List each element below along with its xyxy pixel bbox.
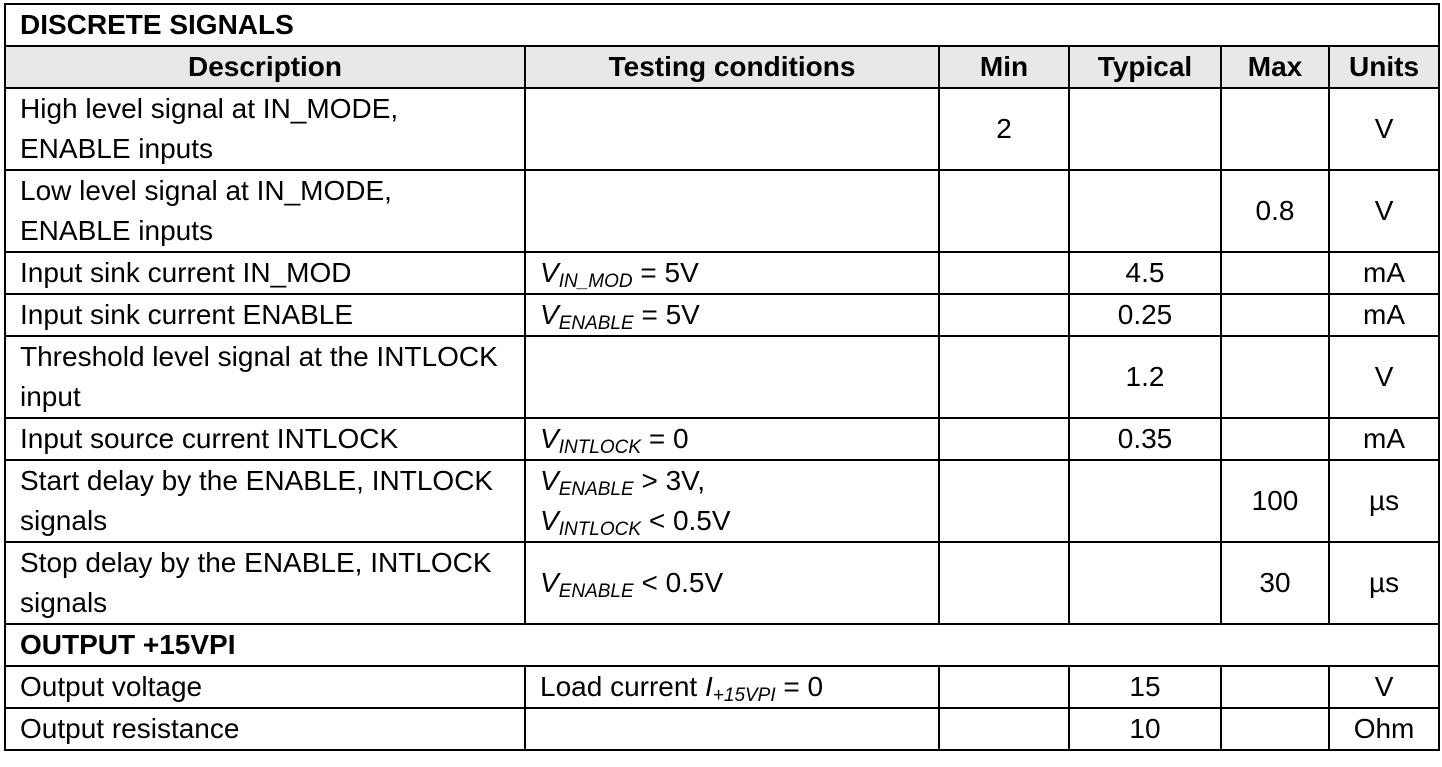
row-max: 100 bbox=[1221, 460, 1329, 542]
row-max bbox=[1221, 708, 1329, 750]
row-units: mA bbox=[1329, 294, 1439, 336]
condition-line bbox=[540, 667, 924, 707]
condition-symbol: V bbox=[540, 567, 559, 598]
table-row bbox=[5, 294, 1439, 336]
section-title: OUTPUT +15VPI bbox=[5, 624, 1439, 666]
row-max bbox=[1221, 88, 1329, 170]
row-typical bbox=[1069, 88, 1221, 170]
row-min: 2 bbox=[939, 88, 1069, 170]
condition-prefix: Load current bbox=[540, 671, 705, 702]
table-row bbox=[5, 542, 1439, 624]
row-min bbox=[939, 418, 1069, 460]
row-min bbox=[939, 294, 1069, 336]
condition-value: < 0.5V bbox=[641, 505, 731, 536]
row-min bbox=[939, 708, 1069, 750]
table-row bbox=[5, 418, 1439, 460]
row-max bbox=[1221, 294, 1329, 336]
spec-table-body bbox=[5, 4, 1439, 750]
condition-value: < 0.5V bbox=[633, 567, 724, 598]
condition-symbol: V bbox=[540, 423, 559, 454]
row-typical: 10 bbox=[1069, 708, 1221, 750]
row-typical bbox=[1069, 460, 1221, 542]
row-typical: 0.25 bbox=[1069, 294, 1221, 336]
row-typical bbox=[1069, 542, 1221, 624]
row-units: V bbox=[1329, 336, 1439, 418]
table-row bbox=[5, 88, 1439, 170]
row-max: 0.8 bbox=[1221, 170, 1329, 252]
spec-table bbox=[4, 3, 1440, 751]
row-description: Low level signal at IN_MODE, ENABLE inputs bbox=[5, 170, 525, 252]
row-description: Output resistance bbox=[5, 708, 525, 750]
condition-subscript: +15VPI bbox=[712, 685, 776, 706]
condition-line bbox=[540, 563, 924, 603]
column-header-description: Description bbox=[5, 46, 525, 88]
row-testing-conditions bbox=[525, 88, 939, 170]
section-row bbox=[5, 624, 1439, 666]
condition-symbol: V bbox=[540, 505, 559, 536]
condition-line bbox=[540, 461, 924, 501]
row-testing-conditions bbox=[525, 708, 939, 750]
row-description: Threshold level signal at the INTLOCK input bbox=[5, 336, 525, 418]
condition-value: = 5V bbox=[633, 299, 700, 330]
row-min bbox=[939, 542, 1069, 624]
section-row bbox=[5, 4, 1439, 46]
row-testing-conditions bbox=[525, 170, 939, 252]
row-max bbox=[1221, 252, 1329, 294]
row-units: V bbox=[1329, 88, 1439, 170]
row-min bbox=[939, 252, 1069, 294]
row-units: V bbox=[1329, 666, 1439, 708]
row-min bbox=[939, 336, 1069, 418]
condition-value: = 0 bbox=[775, 671, 824, 702]
row-typical: 0.35 bbox=[1069, 418, 1221, 460]
row-description: Stop delay by the ENABLE, INTLOCK signals bbox=[5, 542, 525, 624]
row-description: Input sink current IN_MOD bbox=[5, 252, 525, 294]
row-description: Input source current INTLOCK bbox=[5, 418, 525, 460]
condition-subscript: ENABLE bbox=[558, 313, 634, 334]
row-units: µs bbox=[1329, 460, 1439, 542]
table-row bbox=[5, 336, 1439, 418]
table-row bbox=[5, 170, 1439, 252]
condition-value: = 0 bbox=[641, 423, 689, 454]
table-row bbox=[5, 460, 1439, 542]
row-units: µs bbox=[1329, 542, 1439, 624]
condition-line bbox=[540, 295, 924, 335]
row-max bbox=[1221, 666, 1329, 708]
condition-line bbox=[540, 419, 924, 459]
row-description: High level signal at IN_MODE, ENABLE inputs bbox=[5, 88, 525, 170]
section-title: DISCRETE SIGNALS bbox=[5, 4, 1439, 46]
column-header-typical: Typical bbox=[1069, 46, 1221, 88]
row-testing-conditions bbox=[525, 460, 939, 542]
row-description: Input sink current ENABLE bbox=[5, 294, 525, 336]
row-testing-conditions bbox=[525, 252, 939, 294]
row-typical: 15 bbox=[1069, 666, 1221, 708]
row-max bbox=[1221, 418, 1329, 460]
row-testing-conditions bbox=[525, 418, 939, 460]
table-row bbox=[5, 666, 1439, 708]
row-max: 30 bbox=[1221, 542, 1329, 624]
column-header-min: Min bbox=[939, 46, 1069, 88]
row-min bbox=[939, 460, 1069, 542]
row-typical: 4.5 bbox=[1069, 252, 1221, 294]
row-max bbox=[1221, 336, 1329, 418]
row-testing-conditions bbox=[525, 666, 939, 708]
condition-subscript: ENABLE bbox=[558, 479, 634, 500]
column-header-conditions: Testing conditions bbox=[525, 46, 939, 88]
row-description: Output voltage bbox=[5, 666, 525, 708]
row-testing-conditions bbox=[525, 294, 939, 336]
column-header-units: Units bbox=[1329, 46, 1439, 88]
row-units: mA bbox=[1329, 418, 1439, 460]
row-typical: 1.2 bbox=[1069, 336, 1221, 418]
condition-symbol: I bbox=[705, 671, 713, 702]
condition-line bbox=[540, 253, 924, 293]
row-testing-conditions bbox=[525, 542, 939, 624]
row-description: Start delay by the ENABLE, INTLOCK signals bbox=[5, 460, 525, 542]
condition-value: = 5V bbox=[632, 257, 699, 288]
condition-symbol: V bbox=[540, 257, 559, 288]
table-row bbox=[5, 252, 1439, 294]
row-units: V bbox=[1329, 170, 1439, 252]
column-header-max: Max bbox=[1221, 46, 1329, 88]
row-min bbox=[939, 170, 1069, 252]
row-testing-conditions bbox=[525, 336, 939, 418]
row-units: Ohm bbox=[1329, 708, 1439, 750]
row-typical bbox=[1069, 170, 1221, 252]
row-min bbox=[939, 666, 1069, 708]
condition-subscript: INTLOCK bbox=[558, 437, 642, 458]
table-row bbox=[5, 708, 1439, 750]
header-row bbox=[5, 46, 1439, 88]
condition-symbol: V bbox=[540, 299, 559, 330]
condition-value: > 3V, bbox=[633, 465, 706, 496]
row-units: mA bbox=[1329, 252, 1439, 294]
condition-subscript: IN_MOD bbox=[558, 271, 633, 292]
condition-subscript: INTLOCK bbox=[558, 519, 642, 540]
condition-line bbox=[540, 501, 924, 541]
condition-symbol: V bbox=[540, 465, 559, 496]
condition-subscript: ENABLE bbox=[558, 581, 634, 602]
